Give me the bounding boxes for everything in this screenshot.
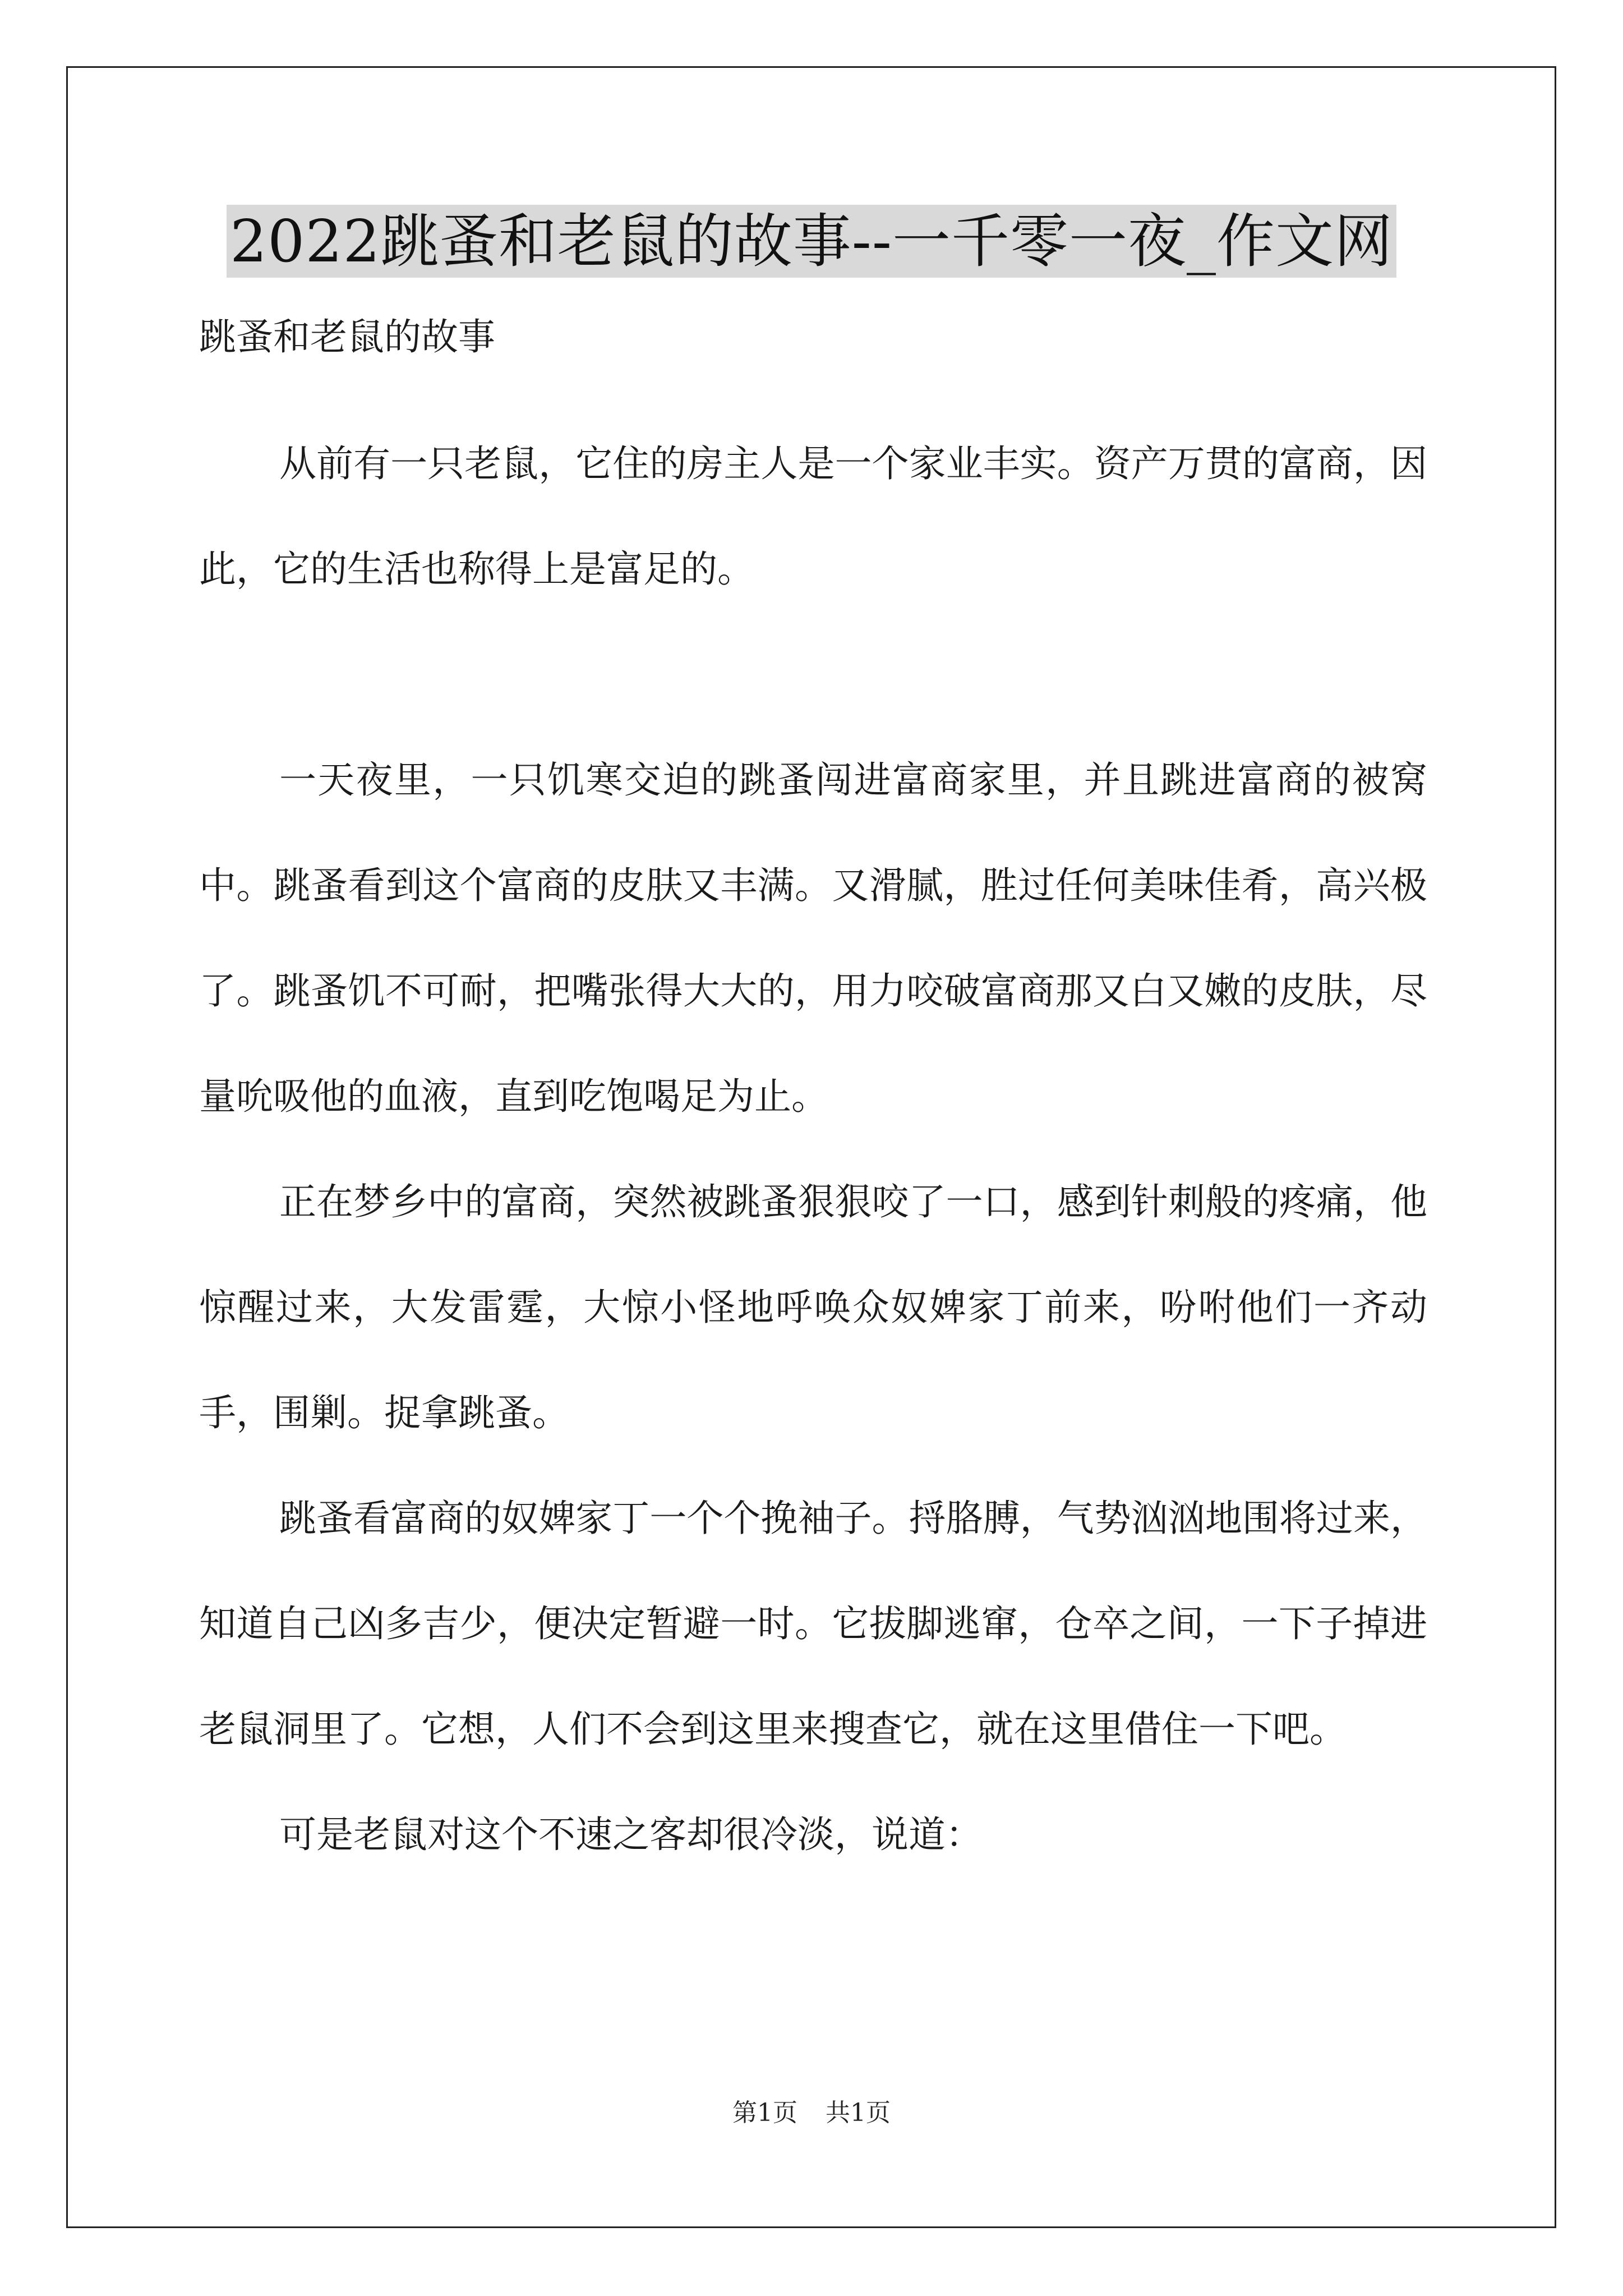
paragraph: 跳蚤看富商的奴婢家丁一个个挽袖子。捋胳膊，气势汹汹地围将过来，知道自己凶多吉少，便决定暂避一时。它拔脚逃窜，仓卒之间，一下子掉进老鼠洞里了。它想，人们不会到这里来搜查它，就在这里借住一下吧。: [199, 1497, 1427, 1751]
paragraph: 从前有一只老鼠，它住的房主人是一个家业丰实。资产万贯的富商，因此，它的生活也称得上是富足的。: [199, 442, 1427, 591]
page-footer: [0, 2096, 1623, 2130]
page-total: 共1页: [826, 2099, 891, 2127]
page-number: 第1页: [732, 2099, 797, 2127]
title-container: [0, 205, 1623, 278]
paragraph: 一天夜里，一只饥寒交迫的跳蚤闯进富商家里，并且跳进富商的被窝中。跳蚤看到这个富商的皮肤又丰满。又滑腻，胜过任何美味佳肴，高兴极了。跳蚤饥不可耐，把嘴张得大大的，用力咬破富商那又白又嫩的皮肤，尽量吮吸他的血液，直到吃饱喝足为止。: [199, 758, 1427, 1118]
paragraph: 正在梦乡中的富商，突然被跳蚤狠狠咬了一口，感到针刺般的疼痛，他惊醒过来，大发雷霆，大惊小怪地呼唤众奴婢家丁前来，吩咐他们一齐动手，围剿。捉拿跳蚤。: [199, 1180, 1427, 1434]
document-body: [199, 306, 1427, 1888]
document-title: 2022跳蚤和老鼠的故事--一千零一夜_作文网: [227, 205, 1396, 278]
paragraph: 可是老鼠对这个不速之客却很冷淡，说道：: [279, 1813, 983, 1856]
document-subtitle: 跳蚤和老鼠的故事: [199, 315, 495, 358]
